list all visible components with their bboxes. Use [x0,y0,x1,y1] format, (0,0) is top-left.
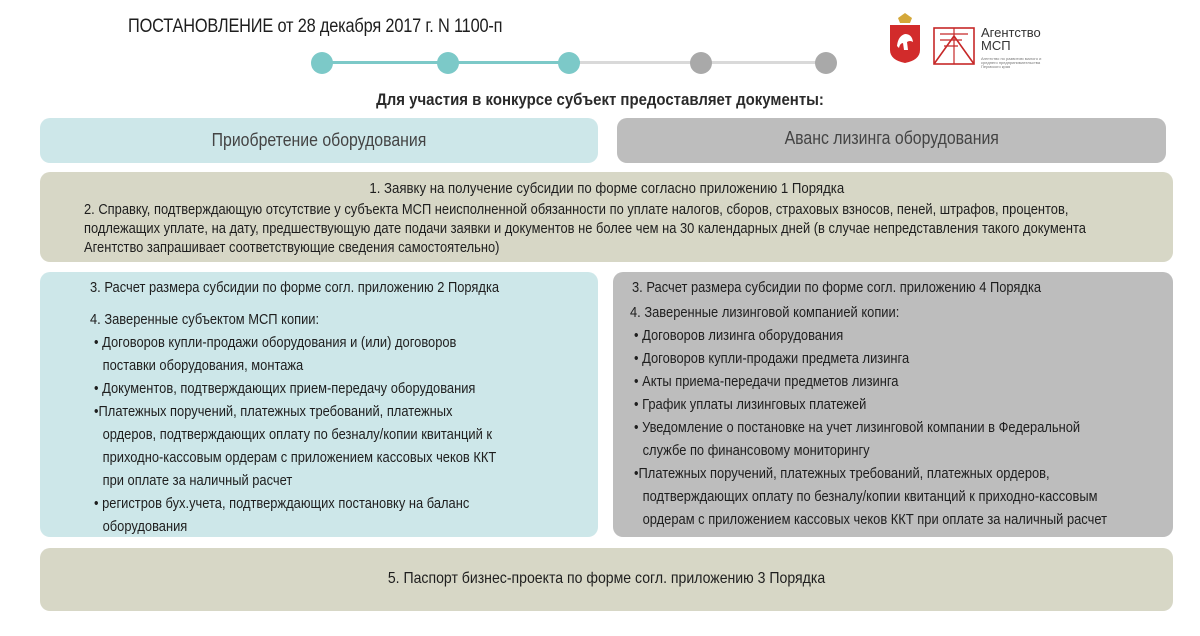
header-leasing-advance-label: Аванс лизинга оборудования [784,128,999,148]
list-item: оборудования [102,518,188,535]
document-item-4: 4. Заверенные лизинговой компанией копии: [630,304,900,321]
page-title: ПОСТАНОВЛЕНИЕ от 28 декабря 2017 г. N 1100-п [128,16,503,37]
list-item: службе по финансовому мониторингу [642,442,870,459]
business-project-passport [40,548,1173,611]
list-item: подтверждающих оплату по безналу/копии квитанций к приходно-кассовым [642,488,1098,505]
list-item: • Документов, подтверждающих прием-передачу оборудования [94,380,476,397]
list-item: •Платежных поручений, платежных требований, платежных ордеров, [634,465,1050,482]
list-item: • Договоров купли-продажи оборудования и (или) договоров [94,334,457,351]
leasing-advance-documents [613,272,1173,537]
agency-logo-text [981,26,1041,52]
list-item: ордеров, подтверждающих оплату по безналу/копии квитанций к [102,426,493,443]
list-item: при оплате за наличный расчет [102,472,293,489]
header-equipment-purchase-label: Приобретение оборудования [211,130,427,150]
document-item-1: 1. Заявку на получение субсидии по форме согласно приложению 1 Порядка [369,180,844,197]
list-item: приходно-кассовым ордерам с приложением кассовых чеков ККТ [102,449,497,466]
progress-step-1 [311,52,333,74]
document-item-4: 4. Заверенные субъектом МСП копии: [90,311,320,328]
list-item: •Платежных поручений, платежных требований, платежных [94,403,453,420]
logo-line-2: МСП [981,38,1011,53]
list-item: • График уплаты лизинговых платежей [634,396,867,413]
document-item-5: 5. Паспорт бизнес-проекта по форме согл. приложению 3 Порядка [387,570,826,587]
document-item-2: 2. Справку, подтверждающую отсутствие у субъекта МСП неисполненной обязанности по уплате налогов, сборов, страховых взносов, пеней, штрафов, процентов, подлежащих уплате, на дату, предшествующую дате подачи заявки и документов не более чем на 30 календарных дней (в случае непредставления такого документа Агентство запрашивает соответствующие сведения самостоятельно) [84,201,1086,256]
common-documents [40,172,1173,262]
header-leasing-advance [617,118,1166,163]
coat-of-arms-icon [888,12,922,64]
progress-step-3 [558,52,580,74]
logo-caption: Агентство по развитию малого и среднего предпринимательства Пермского края [981,56,1042,69]
progress-step-5 [815,52,837,74]
progress-step-4 [690,52,712,74]
document-item-3: 3. Расчет размера субсидии по форме согл. приложению 4 Порядка [632,279,1042,296]
list-item: • Договоров купли-продажи предмета лизинга [634,350,910,367]
list-item: • Акты приема-передачи предметов лизинга [634,373,899,390]
logo-line-1: Агентство [981,25,1041,40]
progress-steps [311,52,837,74]
equipment-purchase-documents [40,272,598,537]
list-item: поставки оборудования, монтажа [102,357,304,374]
subtitle: Для участия в конкурсе субъект предоставляет документы: [376,90,824,109]
list-item: ордерам с приложением кассовых чеков ККТ при оплате за наличный расчет [642,511,1107,528]
progress-step-2 [437,52,459,74]
header-equipment-purchase [40,118,598,163]
msp-logo-icon [932,26,976,66]
list-item: • Договоров лизинга оборудования [634,327,844,344]
list-item: • Уведомление о постановке на учет лизинговой компании в Федеральной [634,419,1081,436]
document-item-3: 3. Расчет размера субсидии по форме согл. приложению 2 Порядка [90,279,500,296]
list-item: • регистров бух.учета, подтверждающих постановку на баланс [94,495,470,512]
